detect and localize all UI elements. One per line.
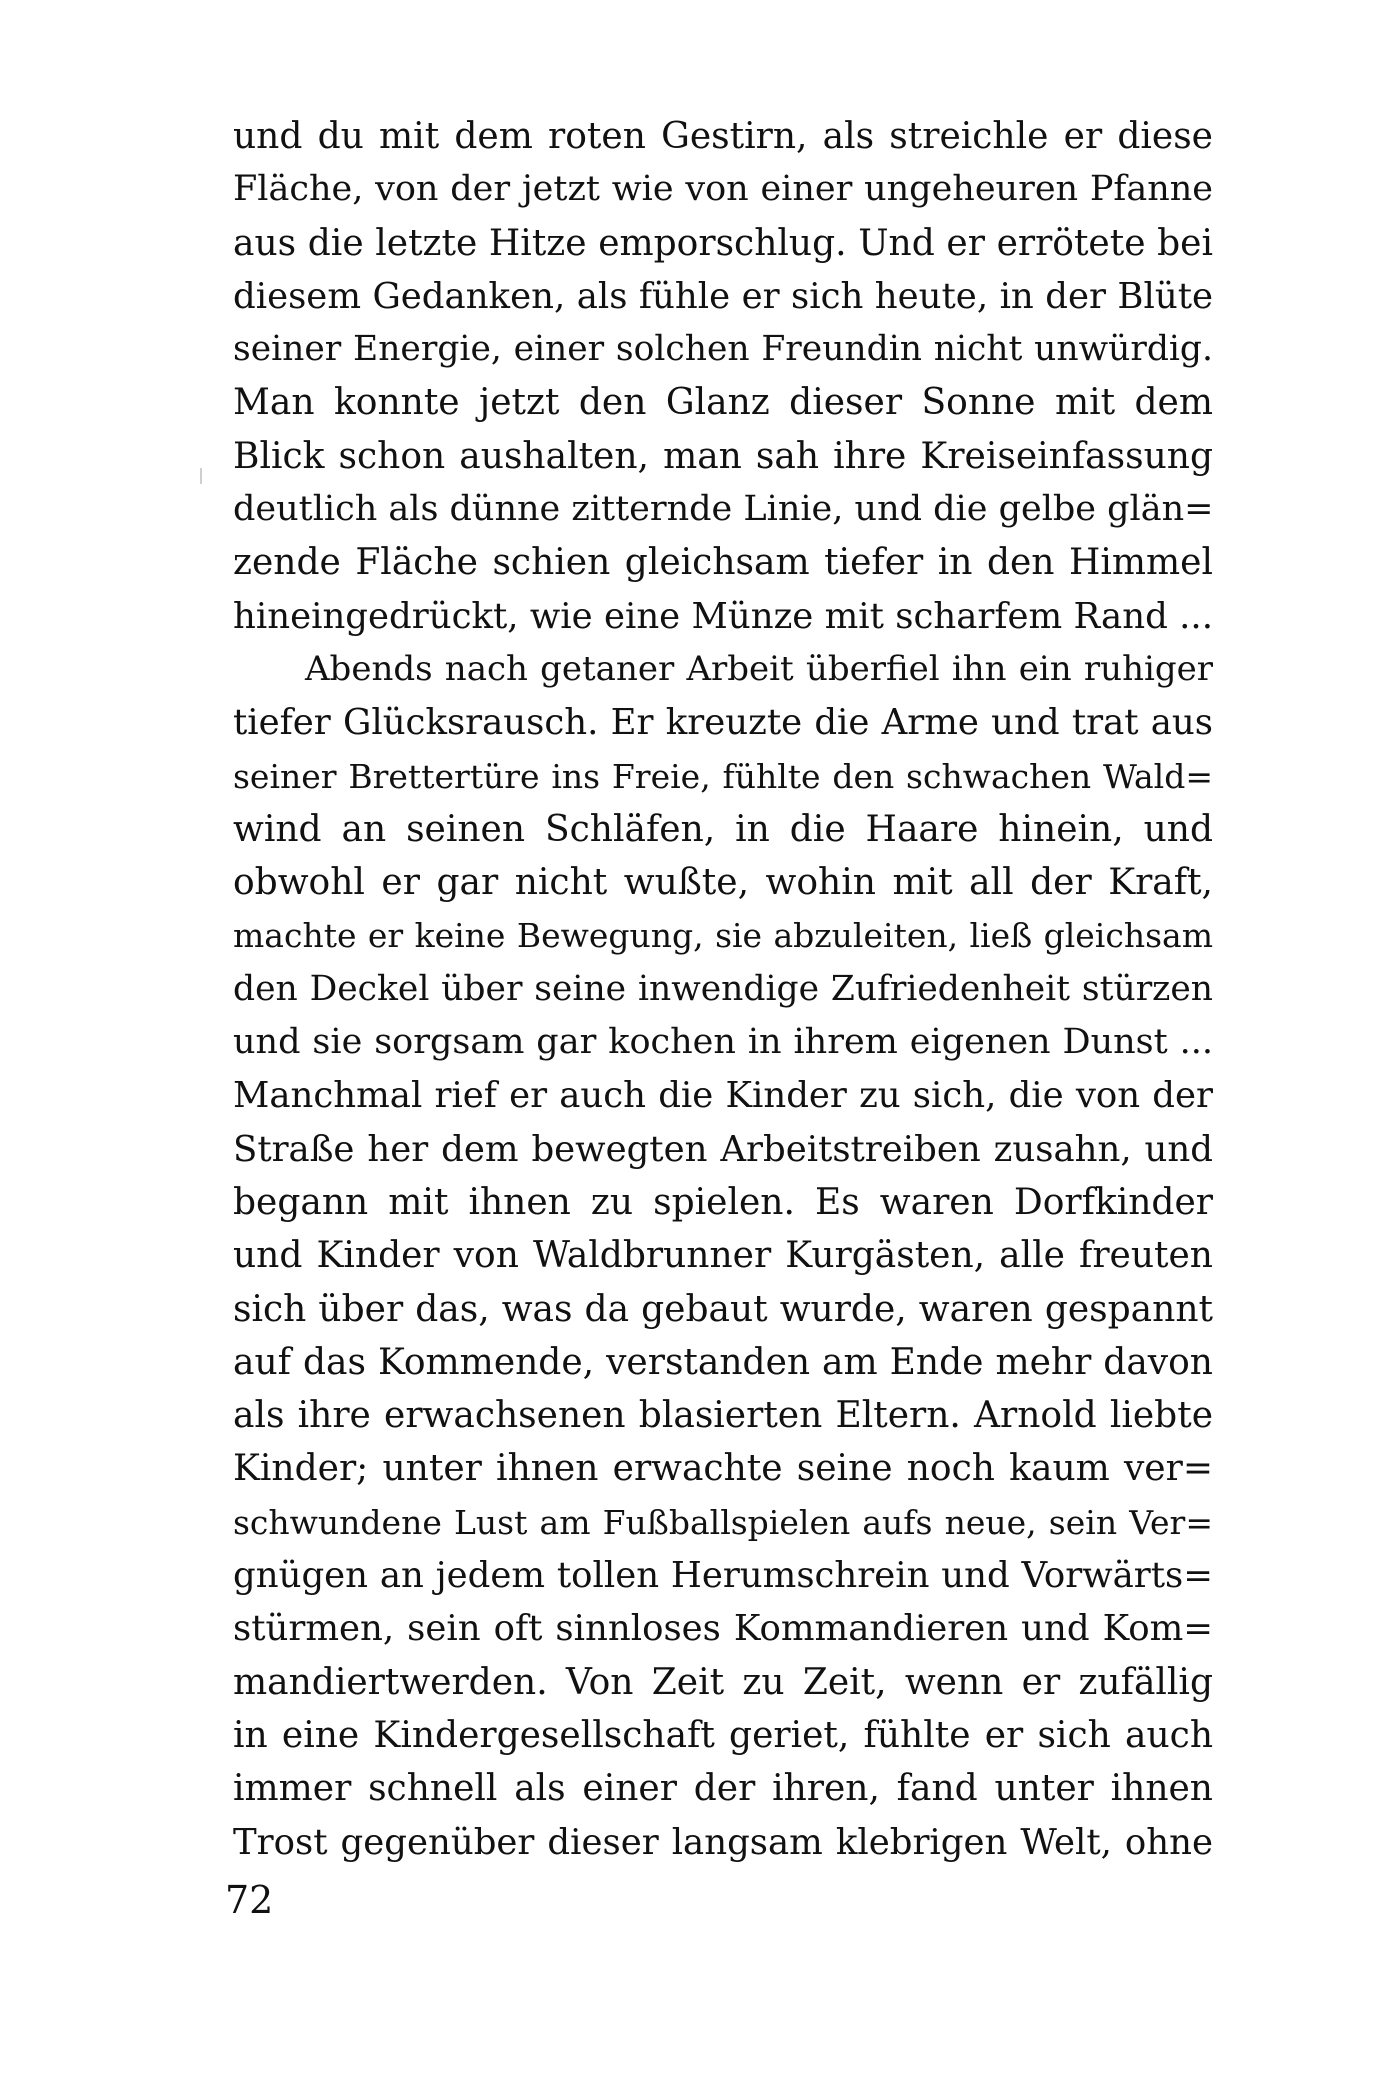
text-line: tiefer Glücksrausch. Er kreuzte die Arme und trat aus	[233, 702, 1213, 744]
text-line: machte er keine Bewegung, sie abzuleiten, ließ gleichsam	[233, 916, 1213, 956]
text-line: obwohl er gar nicht wußte, wohin mit all der Kraft,	[233, 862, 1213, 904]
text-line: den Deckel über seine inwendige Zufriedenheit stürzen	[233, 968, 1213, 1009]
text-line: Man konnte jetzt den Glanz dieser Sonne mit dem	[233, 382, 1213, 424]
text-line: Fläche, von der jetzt wie von einer ungeheuren Pfanne	[233, 169, 1213, 210]
text-line: Trost gegenüber dieser langsam klebrigen Welt, ohne	[233, 1821, 1213, 1863]
text-line: wind an seinen Schläfen, in die Haare hinein, und	[233, 808, 1213, 850]
text-line: und du mit dem roten Gestirn, als streichle er diese	[233, 116, 1213, 157]
text-line: gnügen an jedem tollen Herumschrein und Vorwärts=	[233, 1555, 1213, 1597]
text-line: immer schnell als einer der ihren, fand unter ihnen	[233, 1768, 1213, 1810]
text-line: Kinder; unter ihnen erwachte seine noch kaum ver=	[233, 1448, 1213, 1490]
text-line: und Kinder von Waldbrunner Kurgästen, alle freuten	[233, 1235, 1213, 1277]
text-line: mandiertwerden. Von Zeit zu Zeit, wenn er zufällig	[233, 1661, 1213, 1703]
text-line: diesem Gedanken, als fühle er sich heute, in der Blüte	[233, 275, 1213, 317]
text-line: auf das Kommende, verstanden am Ende mehr davon	[233, 1341, 1213, 1383]
text-line: sich über das, was da gebaut wurde, waren gespannt	[233, 1288, 1213, 1330]
text-line: hineingedrückt, wie eine Münze mit scharfem Rand ...	[233, 595, 1213, 637]
page-number: 72	[225, 1878, 274, 1922]
text-line: deutlich als dünne zitternde Linie, und die gelbe glän=	[233, 489, 1214, 530]
text-line: stürmen, sein oft sinnloses Kommandieren und Kom=	[233, 1608, 1213, 1650]
text-line: Abends nach getaner Arbeit überfiel ihn ein ruhiger	[305, 648, 1213, 689]
text-line: begann mit ihnen zu spielen. Es waren Dorfkinder	[233, 1181, 1213, 1223]
text-line: Blick schon aushalten, man sah ihre Kreiseinfassung	[233, 435, 1213, 477]
text-line: seiner Brettertüre ins Freie, fühlte den schwachen Wald=	[233, 756, 1213, 796]
text-line: Manchmal rief er auch die Kinder zu sich, die von der	[233, 1075, 1213, 1117]
text-line: zende Fläche schien gleichsam tiefer in den Himmel	[233, 542, 1213, 584]
text-line: aus die letzte Hitze emporschlug. Und er errötete bei	[233, 222, 1213, 264]
body-text	[233, 110, 1213, 1869]
text-line: und sie sorgsam gar kochen in ihrem eigenen Dunst ...	[233, 1022, 1213, 1063]
text-line: als ihre erwachsenen blasierten Eltern. Arnold liebte	[233, 1395, 1213, 1437]
text-line: seiner Energie, einer solchen Freundin nicht unwürdig.	[233, 329, 1213, 370]
text-line: in eine Kindergesellschaft geriet, fühlte er sich auch	[233, 1714, 1213, 1756]
text-line: schwundene Lust am Fußballspielen aufs neue, sein Ver=	[233, 1502, 1213, 1542]
text-line: Straße her dem bewegten Arbeitstreiben zusahn, und	[233, 1128, 1213, 1170]
margin-mark	[200, 468, 202, 484]
